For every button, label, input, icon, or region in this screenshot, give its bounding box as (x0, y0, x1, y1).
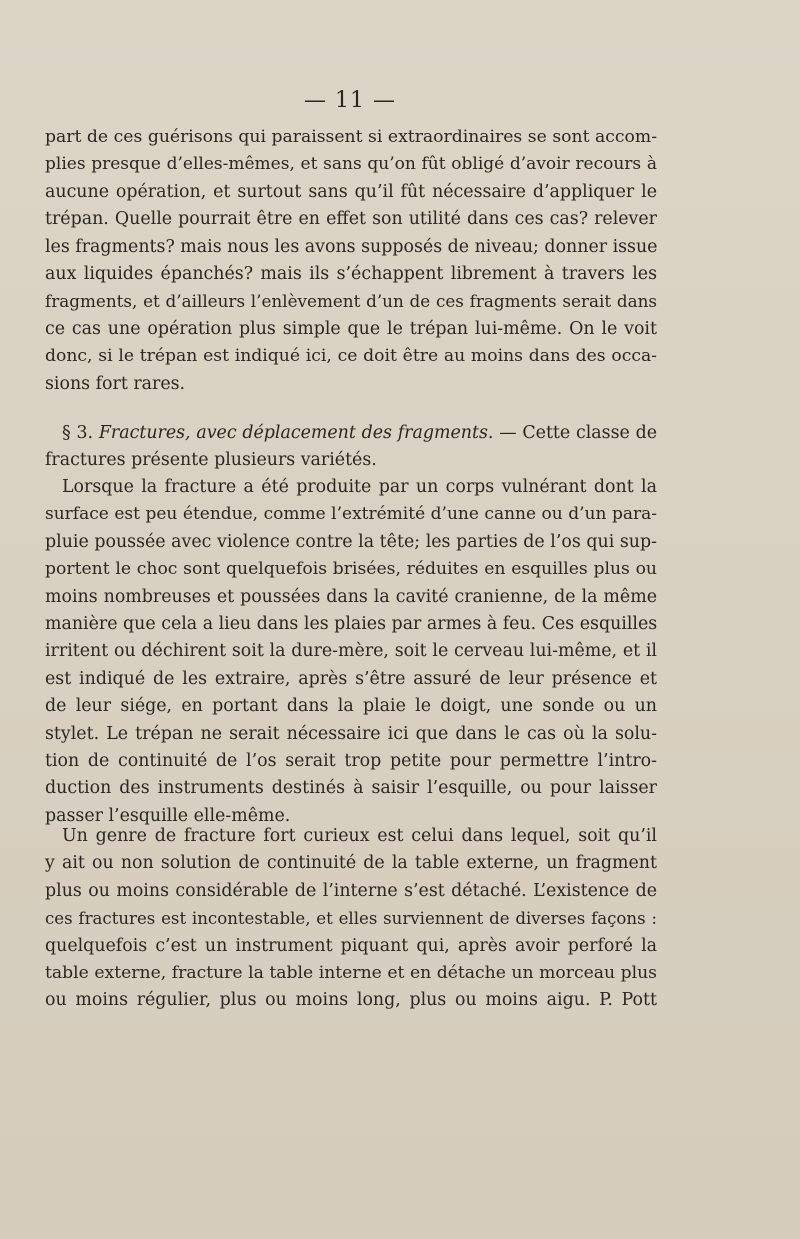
text-line: aux liquides épanchés? mais ils s’échappent librement à travers les (45, 263, 657, 284)
text-line: passer l’esquille elle-même. (45, 805, 291, 826)
text-line: part de ces guérisons qui paraissent si extraordinaires se sont accom- (45, 127, 657, 147)
text-line: y ait ou non solution de continuité de la table externe, un fragment (45, 853, 657, 874)
paragraph-1 (45, 124, 657, 398)
paragraph-4 (45, 823, 657, 1015)
text-line: manière que cela a lieu dans les plaies par armes à feu. Ces esquilles (45, 613, 657, 634)
section-heading-rest: — Cette classe de (499, 423, 657, 443)
text-line: tion de continuité de l’os serait trop petite pour permettre l’intro- (45, 750, 657, 771)
paragraph-3 (45, 474, 657, 830)
text-line: plies presque d’elles-mêmes, et sans qu’on fût obligé d’avoir recours à (45, 154, 657, 175)
text-line: portent le choc sont quelquefois brisées, réduites en esquilles plus ou (45, 559, 657, 580)
section-heading-line (45, 420, 657, 447)
text-line: quelquefois c’est un instrument piquant qui, après avoir perforé la (45, 935, 657, 956)
text-line: ce cas une opération plus simple que le trépan lui-même. On le voit (45, 318, 657, 339)
text-line: donc, si le trépan est indiqué ici, ce doit être au moins dans des occa- (45, 346, 657, 367)
text-line: table externe, fracture la table interne et en détache un morceau plus (45, 962, 657, 983)
text-line: aucune opération, et surtout sans qu’il fût nécessaire d’appliquer le (45, 181, 657, 202)
text-line: de leur siége, en portant dans la plaie le doigt, une sonde ou un (45, 696, 657, 717)
text-line: stylet. Le trépan ne serait nécessaire ici que dans le cas où la solu- (45, 723, 657, 744)
section-title: Fractures, avec déplacement des fragments. (98, 423, 494, 443)
text-line: pluie poussée avec violence contre la tête; les parties de l’os qui sup- (45, 531, 657, 552)
text-line: duction des instruments destinés à saisir l’esquille, ou pour laisser (45, 778, 657, 799)
page-number: — 11 — (304, 88, 396, 113)
text-line: Lorsque la fracture a été produite par un corps vulnérant dont la (62, 477, 657, 497)
text-line: est indiqué de les extraire, après s’être assuré de leur présence et (45, 668, 657, 689)
text-line: les fragments? mais nous les avons supposés de niveau; donner issue (45, 236, 657, 257)
text-line: ces fractures est incontestable, et elles surviennent de diverses façons : (45, 909, 657, 929)
text-line: Un genre de fracture fort curieux est celui dans lequel, soit qu’il (62, 826, 657, 846)
text-line: moins nombreuses et poussées dans la cavité cranienne, de la même (45, 586, 657, 607)
text-line: fractures présente plusieurs variétés. (45, 450, 377, 471)
text-line: sions fort rares. (45, 373, 186, 394)
text-line: ou moins régulier, plus ou moins long, plus ou moins aigu. P. Pott (45, 990, 657, 1011)
text-line: surface est peu étendue, comme l’extrémité d’une canne ou d’un para- (45, 504, 657, 525)
text-line: fragments, et d’ailleurs l’enlèvement d’un de ces fragments serait dans (45, 291, 657, 312)
text-line: plus ou moins considérable de l’interne s’est détaché. L’existence de (45, 880, 657, 901)
section-number: § 3. (62, 423, 94, 443)
text-line: irritent ou déchirent soit la dure-mère, soit le cerveau lui-même, et il (45, 641, 657, 662)
section-3-paragraph (45, 420, 657, 475)
text-line: trépan. Quelle pourrait être en effet son utilité dans ces cas? relever (45, 209, 657, 230)
